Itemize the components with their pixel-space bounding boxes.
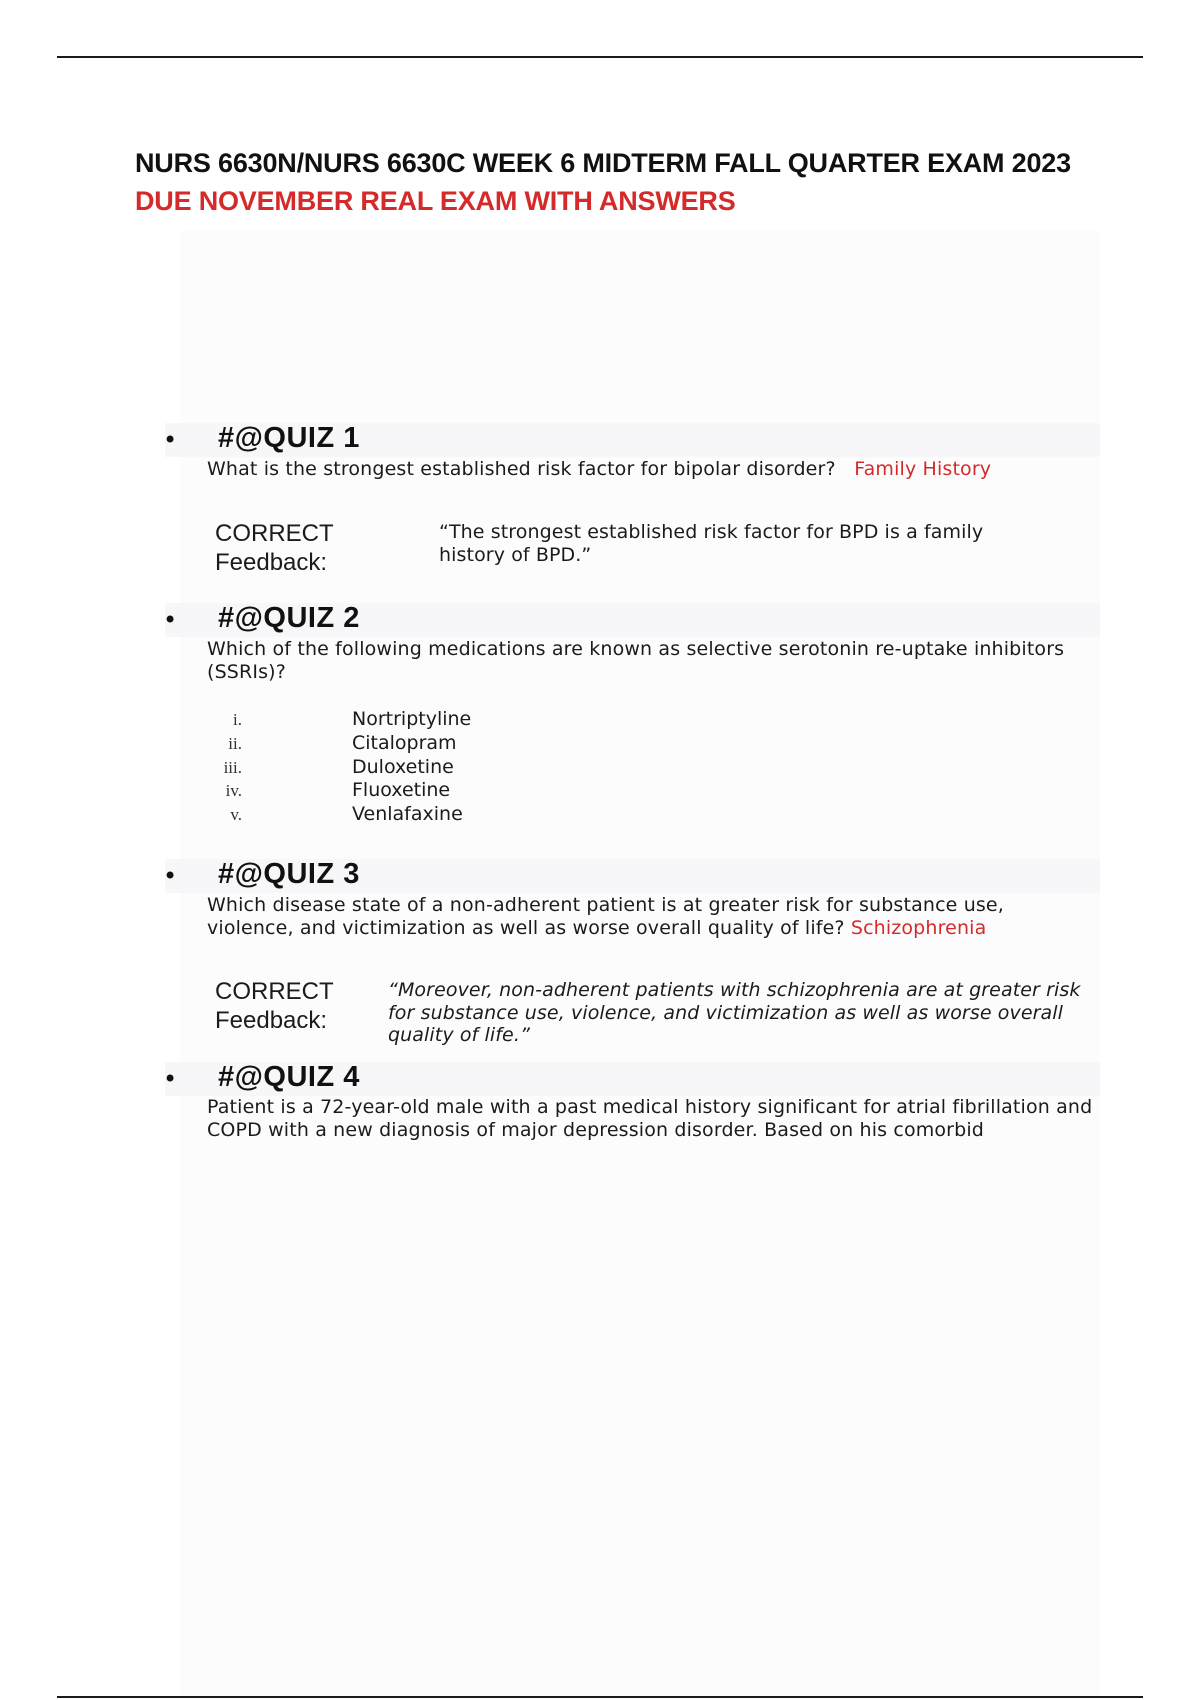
quiz-heading: #@QUIZ 4 [218,1061,360,1093]
option-numeral: iii. [223,758,242,777]
option-numeral: ii. [228,734,242,753]
option-label: Nortriptyline [352,708,472,730]
feedback-label-line-2: Feedback: [215,549,328,576]
bullet-icon: • [163,1065,178,1093]
bullet-icon: • [163,606,178,634]
feedback-text: “Moreover, non-adherent patients with schizophrenia are at greater risk for substance use, violence, and victimization as well as worse overall quality of life.” [388,979,1081,1046]
quiz-question [207,894,1067,939]
option-label: Venlafaxine [352,803,463,825]
question-text: What is the strongest established risk factor for bipolar disorder? [207,458,836,480]
feedback-label [215,977,334,1035]
bullet-icon: • [163,426,178,454]
answer-text: Schizophrenia [850,916,987,939]
quiz-heading: #@QUIZ 1 [218,422,360,454]
option-label: Citalopram [352,732,457,754]
feedback-text: “The strongest established risk factor for BPD is a family history of BPD.” [439,521,984,566]
option-label: Fluoxetine [352,779,451,801]
bottom-rule [57,1696,1143,1698]
quiz-question: Patient is a 72-year-old male with a past medical history significant for atrial fibrillation and COPD with a new diagnosis of major depression disorder. Based on his comorbid [207,1096,1093,1141]
feedback-label-line-1: CORRECT [215,978,334,1005]
document-subtitle: DUE NOVEMBER REAL EXAM WITH ANSWERS [135,186,736,216]
document-title: NURS 6630N/NURS 6630C WEEK 6 MIDTERM FALL QUARTER EXAM 2023 [135,148,1071,178]
option-numeral: iv. [225,781,242,800]
question-text: Which disease state of a non-adherent patient is at greater risk for substance use, violence, and victimization as well as worse overall quality of life? [207,894,1004,939]
feedback-label [215,519,334,577]
option-numeral: i. [233,710,242,729]
quiz-heading: #@QUIZ 3 [218,858,360,890]
bullet-icon: • [163,862,178,890]
quiz-question [207,458,1087,481]
quiz-question: Which of the following medications are known as selective serotonin re-uptake inhibitors (SSRIs)? [207,638,1065,683]
feedback-label-line-1: CORRECT [215,520,334,547]
answer-text: Family History [854,458,992,480]
option-numeral: v. [230,805,242,824]
quiz-heading: #@QUIZ 2 [218,602,360,634]
feedback-label-line-2: Feedback: [215,1007,328,1034]
top-rule [57,56,1143,58]
option-label: Duloxetine [352,756,454,778]
